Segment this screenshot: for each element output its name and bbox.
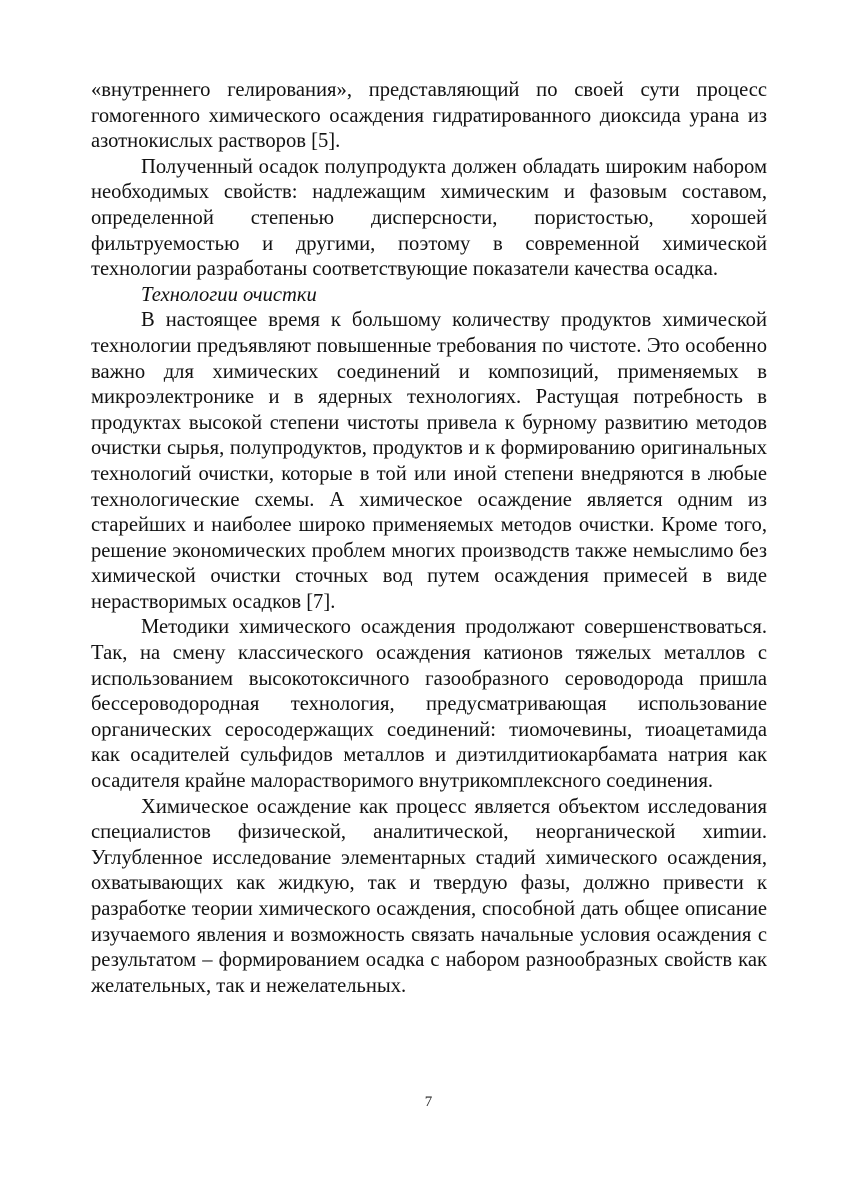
paragraph-methods: Методики химического осаждения продолжают совершенствоваться. Так, на смену классического осаждения катионов тяжелых металлов с использованием высокотоксичного газообразного сероводорода пришла бессероводородная технология, предусматривающая использование органических серосодержащих соединений: тиомочевины, тиоацетамида как осадителей сульфидов металлов и диэтилдитиокарбамата натрия как осадителя крайне малорастворимого внутрикомплексного соединения. — [91, 616, 767, 793]
body-text — [91, 78, 767, 999]
paragraph-purification: В настоящее время к большому количеству продуктов химической технологии предъявляют повышенные требования по чистоте. Это особенно важно для химических соединений и композиций, применяемых в микроэлектронике и в ядерных технологиях. Растущая потребность в продуктах высокой степени чистоты привела к бурному развитию методов очистки сырья, полупродуктов, продуктов и к формированию оригинальных технологий очистки, которые в той или иной степени внедряются в любые технологические схемы. А химическое осаждение является одним из старейших и наиболее широко применяемых методов очистки. Кроме того, решение экономических проблем многих производств также немыслимо без химической очистки сточных вод путем осаждения примесей в виде нерастворимых осадков [7]. — [91, 309, 767, 613]
section-heading: Технологии очистки — [141, 283, 317, 306]
paragraph-research: Химическое осаждение как процесс является объектом исследования специалистов физической, аналитической, неорганической хиmии. Углубленное исследование элементарных стадий химического осаждения, охватывающих как жидкую, так и твердую фазы, должно привести к разработке теории химического осаждения, способной дать общее описание изучаемого явления и возможность связать начальные условия осаждения с результатом – формированием осадка с набором разнообразных свойств как желательных, так и нежелательных. — [91, 795, 767, 997]
paragraph-precipitate-properties: Полученный осадок полупродукта должен обладать широким набором необходимых свойств: надлежащим химическим и фазовым составом, определенной степенью дисперсности, пористостью, хорошей фильтруемостью и другими, поэтому в современной химической технологии разработаны соответствующие показатели качества осадка. — [91, 155, 767, 281]
page-number: 7 — [424, 1094, 433, 1110]
paragraph-continuation: «внутреннего гелирования», представляющий по своей сути процесс гомогенного химического осаждения гидратированного диоксида урана из азотнокислых растворов [5]. — [91, 79, 767, 153]
